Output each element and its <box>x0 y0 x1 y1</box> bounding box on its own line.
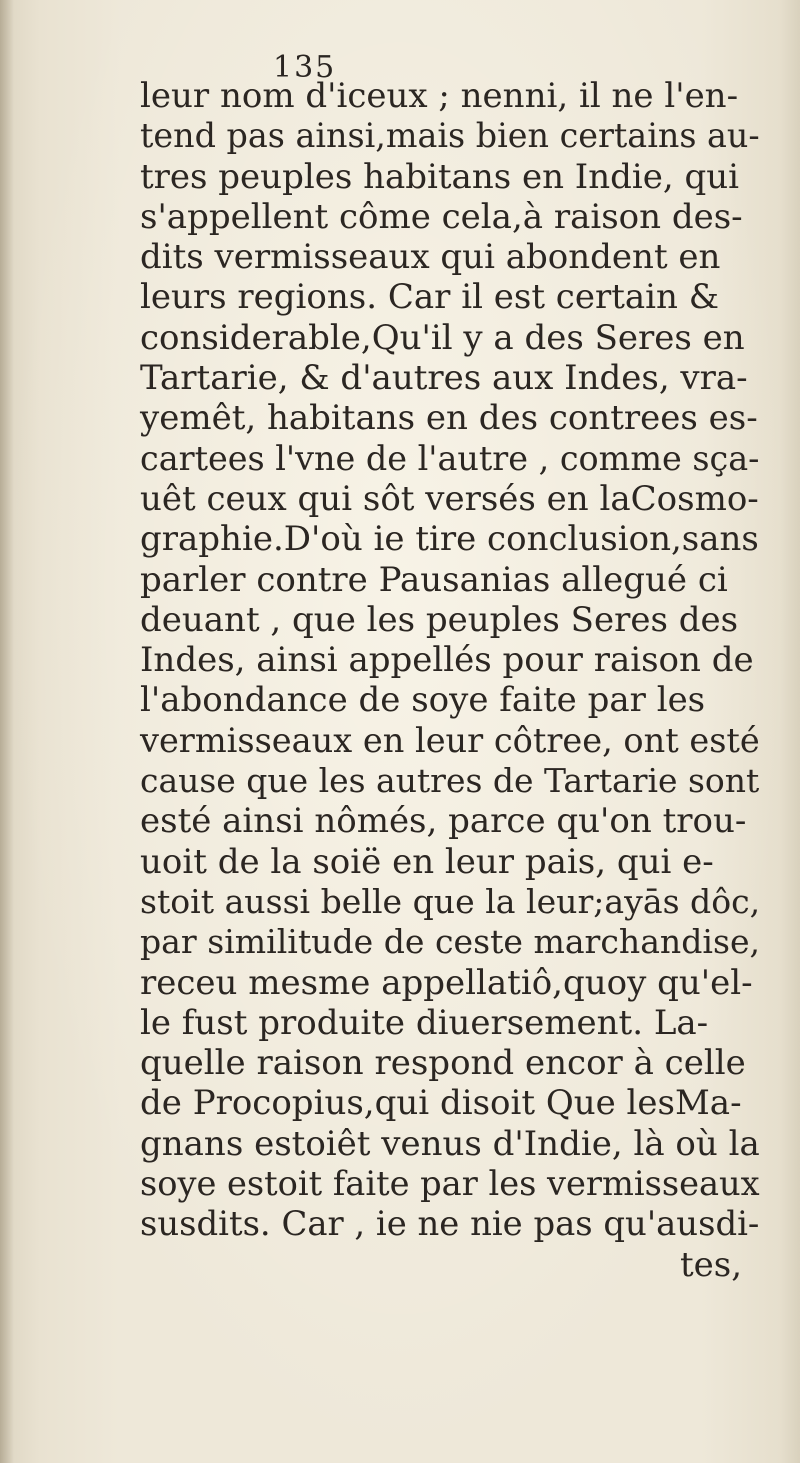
gutter-shadow <box>0 0 14 1463</box>
text-line: dits vermisseaux qui abondent en <box>140 237 721 278</box>
text-line: l'abondance de soye faite par les <box>140 680 706 721</box>
text-line: tes, <box>680 1244 743 1285</box>
text-line: susdits. Car , ie ne nie pas qu'ausdi- <box>140 1204 760 1244</box>
text-line: leurs regions. Car il est certain & <box>140 277 719 318</box>
text-line: cartees l'vne de l'autre , comme sça- <box>140 438 760 478</box>
text-line: considerable,Qu'il y a des Seres en <box>140 317 745 358</box>
text-line: cause que les autres de Tartarie sont <box>140 761 760 801</box>
text-line: parler contre Pausanias allegué ci <box>140 559 728 600</box>
text-line: uoit de la soië en leur pais, qui e- <box>140 841 714 882</box>
text-line: uêt ceux qui sôt versés en laCosmo- <box>140 478 759 519</box>
text-line: tres peuples habitans en Indie, qui <box>140 156 740 197</box>
text-line: Tartarie, & d'autres aux Indes, vra- <box>140 358 748 399</box>
text-line: par similitude de ceste marchandise, <box>140 922 761 962</box>
text-line: esté ainsi nômés, parce qu'on trou- <box>140 801 747 842</box>
text-line: s'appellent côme cela,à raison des- <box>140 196 743 237</box>
text-line: Indes, ainsi appellés pour raison de <box>140 640 754 681</box>
text-line: stoit aussi belle que la leur;ayās dôc, <box>140 881 761 921</box>
text-line: gnans estoiêt venus d'Indie, là où la <box>140 1123 760 1164</box>
text-line: tend pas ainsi,mais bien certains au- <box>140 116 760 156</box>
text-line: yemêt, habitans en des contrees es- <box>140 398 758 439</box>
text-line: vermisseaux en leur côtree, ont esté <box>140 720 760 760</box>
body-text <box>140 76 760 1285</box>
text-line: leur nom d'iceux ; nenni, il ne l'en- <box>140 76 739 116</box>
text-line: le fust produite diuersement. La- <box>140 1002 709 1043</box>
text-line: deuant , que les peuples Seres des <box>140 599 739 640</box>
page-number: 135 <box>273 50 337 85</box>
text-line: soye estoit faite par les vermisseaux <box>140 1164 760 1204</box>
text-line: quelle raison respond encor à celle <box>140 1043 746 1084</box>
text-line: receu mesme appellatiô,quoy qu'el- <box>140 962 753 1003</box>
text-line: de Procopius,qui disoit Que lesMa- <box>140 1083 742 1124</box>
text-line: graphie.D'où ie tire conclusion,sans <box>140 519 759 560</box>
